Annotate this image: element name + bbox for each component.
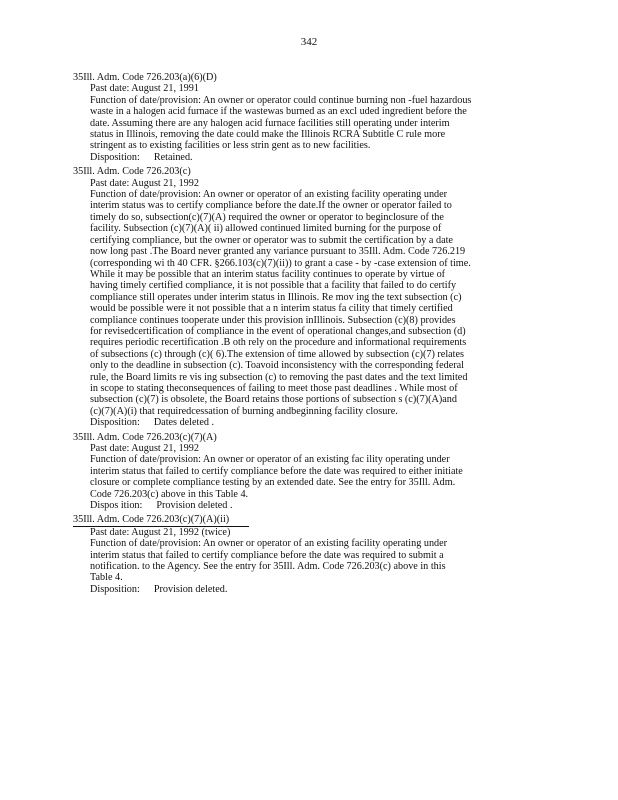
disposition-value: Provision deleted . bbox=[156, 500, 233, 512]
entry-citation: 35Ill. Adm. Code 726.203(c)(7)(A)(ii) bbox=[73, 514, 249, 526]
entry-function-of-date bbox=[73, 454, 539, 500]
function-line: Function of date/provision: An owner or operator could continue burning non -fuel hazardous bbox=[90, 94, 472, 106]
function-line: stringent as to existing facilities or less strin gent as to new facilities. bbox=[90, 140, 371, 152]
function-line: date. Assuming there are any halogen acid furnace facilities still operating under interim bbox=[90, 117, 450, 129]
entry-726-203-c-7-A bbox=[73, 432, 539, 512]
function-line: rule, the Board limits re vis ing subsection (c) to removing the past dates and the text limited bbox=[90, 371, 468, 383]
function-line: While it may be possible that an interim status facility continues to operate by virtue of bbox=[90, 268, 446, 280]
function-line: would be possible were it not possible that a n interim status fa cility that timely certified bbox=[90, 303, 453, 315]
function-line: interim status that failed to certify compliance before the date was required to submit a bbox=[90, 549, 444, 561]
entry-disposition bbox=[73, 152, 539, 163]
function-line: Function of date/provision: An owner or operator of an existing fac ility operating under bbox=[90, 454, 450, 466]
table-4-entries bbox=[73, 72, 539, 598]
disposition-value: Provision deleted. bbox=[153, 583, 228, 595]
entry-726-203-c bbox=[73, 166, 539, 428]
function-line: (corresponding wi th 40 CFR. §266.103(c)(7)(ii)) to grant a case - by -case extension of time. bbox=[90, 257, 471, 269]
function-line: Function of date/provision: An owner or operator of an existing facility operating under bbox=[90, 538, 448, 550]
function-line: certifying compliance, but the owner or operator was to submit the certification by a date bbox=[90, 234, 453, 246]
disposition-label: Disposition: bbox=[90, 583, 140, 595]
function-line: timely do so, subsection(c)(7)(A) required the owner or operator to beginclosure of the bbox=[90, 211, 444, 223]
entry-past-date: Past date: August 21, 1992 (twice) bbox=[90, 526, 231, 538]
disposition-value: Retained. bbox=[153, 151, 193, 163]
entry-disposition bbox=[73, 500, 539, 511]
function-line: in scope to stating theconsequences of failing to meet those past deadlines . While most of bbox=[90, 382, 458, 394]
disposition-value: Dates deleted . bbox=[153, 417, 215, 429]
function-line: only to the deadline in subsection (c). Toavoid inconsistency with the corresponding federal bbox=[90, 360, 464, 372]
function-line: waste in a halogen acid furnace if the wastewas burned as an excl uded ingredient before the bbox=[90, 106, 467, 118]
function-line: for revisedcertification of compliance in the event of operational changes,and subsection (d) bbox=[90, 325, 466, 337]
function-line: now long past .The Board never granted any variance pursuant to 35Ill. Adm. Code 726.219 bbox=[90, 246, 466, 258]
function-line: having timely certified compliance, it is not possible that a facility that failed to do certify bbox=[90, 280, 457, 292]
entry-function-of-date bbox=[73, 95, 539, 152]
entry-past-date: Past date: August 21, 1992 bbox=[90, 177, 199, 189]
entry-726-203-a-6-D bbox=[73, 72, 539, 163]
entry-disposition bbox=[73, 584, 539, 595]
page-number: 342 bbox=[300, 36, 318, 48]
entry-citation: 35Ill. Adm. Code 726.203(c) bbox=[73, 166, 191, 178]
function-line: Table 4. bbox=[90, 572, 123, 584]
function-line: compliance continues tooperate under this provision inIllinois. Subsection (c)(8) provides bbox=[90, 314, 456, 326]
function-line: (c)(7)(A)(i) that requiredcessation of burning andbeginning facility closure. bbox=[90, 405, 398, 417]
function-line: Code 726.203(c) above in this Table 4. bbox=[90, 488, 249, 500]
entry-citation: 35Ill. Adm. Code 726.203(a)(6)(D) bbox=[73, 72, 217, 83]
disposition-label: Dispos ition: bbox=[90, 500, 143, 512]
disposition-label: Disposition: bbox=[90, 151, 140, 163]
entry-citation: 35Ill. Adm. Code 726.203(c)(7)(A) bbox=[73, 431, 217, 443]
function-line: requires periodic recertification .B oth rely on the procedure and informational requirements bbox=[90, 337, 467, 349]
function-line: closure or complete compliance testing by an extended date. See the entry for 35Ill. Adm. bbox=[90, 477, 456, 489]
function-line: of subsections (c) through (c)( 6).The extension of time allowed by subsection (c)(7) relates bbox=[90, 348, 464, 360]
entry-726-203-c-7-A-ii bbox=[73, 514, 539, 595]
function-line: interim status that failed to certify compliance before the date was required to either initiate bbox=[90, 465, 463, 477]
function-line: status in Illinois, removing the date could make the Illinois RCRA Subtitle C rule more bbox=[90, 129, 446, 141]
entry-function-of-date bbox=[73, 189, 539, 417]
function-line: notification. to the Agency. See the entry for 35Ill. Adm. Code 726.203(c) above in this bbox=[90, 561, 446, 573]
entry-disposition bbox=[73, 417, 539, 428]
function-line: interim status was to certify compliance before the date.If the owner or operator failed to bbox=[90, 200, 452, 212]
entry-past-date: Past date: August 21, 1991 bbox=[90, 83, 199, 95]
function-line: subsection (c)(7) is obsolete, the Board retains those portions of subsection s (c)(7)(A)and bbox=[90, 394, 457, 406]
function-line: Function of date/provision: An owner or operator of an existing facility operating under bbox=[90, 189, 448, 201]
function-line: facility. Subsection (c)(7)(A)( ii) allowed continued limited burning for the purpose of bbox=[90, 223, 442, 235]
entry-past-date: Past date: August 21, 1992 bbox=[90, 443, 199, 454]
disposition-label: Disposition: bbox=[90, 417, 140, 429]
function-line: compliance still operates under interim status in Illinois. Re mov ing the text subsection (c) bbox=[90, 291, 462, 303]
entry-function-of-date bbox=[73, 538, 539, 584]
